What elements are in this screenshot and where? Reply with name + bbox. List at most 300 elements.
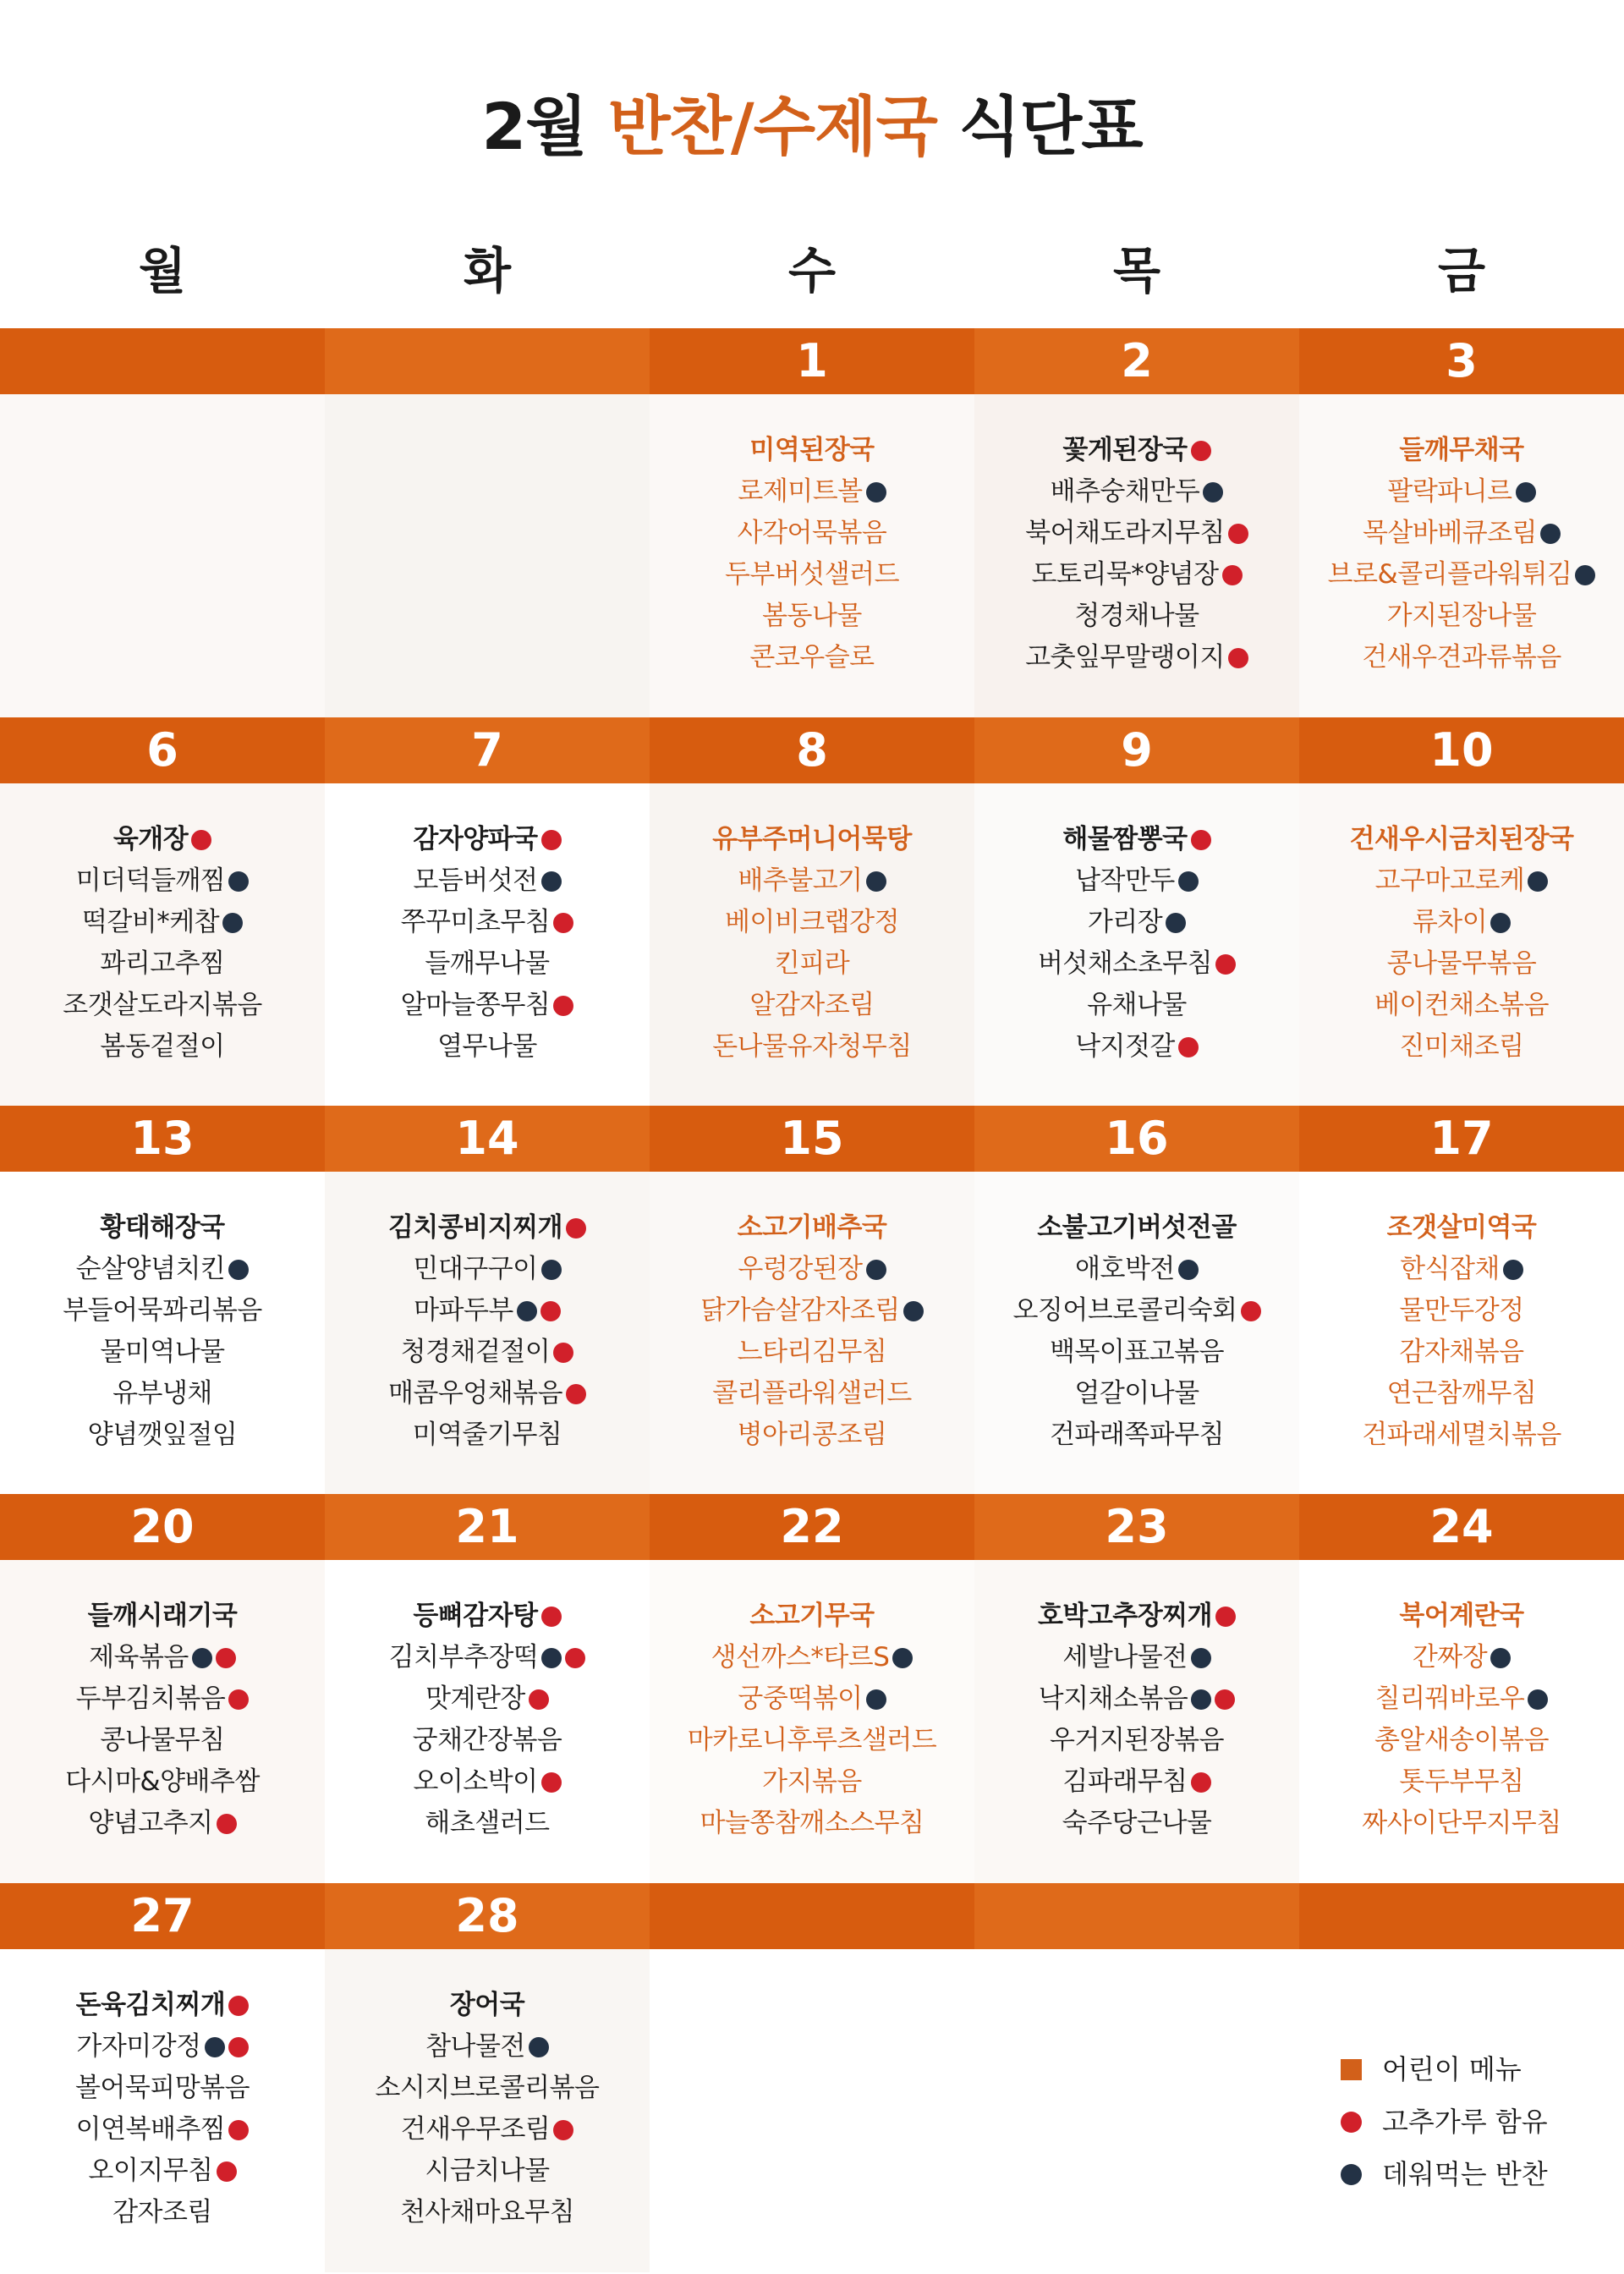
- day-cell-9: [974, 783, 1299, 1107]
- side-dish-item: [974, 1414, 1299, 1456]
- dish-name: 짜사이단무지무침: [1362, 1808, 1561, 1838]
- soup-item: [974, 430, 1299, 471]
- week-row: [0, 1106, 1624, 1495]
- dish-name: 우거지된장볶음: [1049, 1725, 1225, 1755]
- dish-name: 시금치나물: [425, 2156, 550, 2186]
- empty-day-cell: [325, 394, 650, 717]
- navy-dot-icon: [529, 2037, 549, 2057]
- dish-name: 킨피라: [774, 948, 850, 979]
- legend-label: 어린이 메뉴: [1382, 2053, 1522, 2085]
- dish-name: 감자양파국: [413, 824, 538, 854]
- soup-item: [325, 1207, 650, 1249]
- day-cell-23: [974, 1560, 1299, 1883]
- dish-name: 우렁강된장: [738, 1254, 863, 1284]
- weekday-thu: 목: [1112, 242, 1161, 299]
- weekday-fri: 금: [1437, 242, 1486, 299]
- side-dish-item: [325, 2192, 650, 2233]
- side-dish-item: [1299, 860, 1624, 902]
- dish-name: 부들어묵꽈리볶음: [63, 1295, 262, 1326]
- week-row: [0, 328, 1624, 717]
- dish-name: 물미역나물: [100, 1337, 225, 1367]
- dish-name: 숙주당근나물: [1062, 1808, 1212, 1838]
- dish-name: 건파래쪽파무침: [1049, 1420, 1225, 1450]
- dish-name: 돈육김치찌개: [75, 1990, 226, 2020]
- side-dish-item: [1299, 1332, 1624, 1373]
- legend-label: 데워먹는 반찬: [1382, 2158, 1548, 2190]
- dish-name: 들깨무채국: [1399, 435, 1524, 465]
- day-number: 10: [1299, 717, 1624, 783]
- dish-name: 감자조림: [112, 2197, 212, 2227]
- red-dot-icon: [541, 1772, 562, 1793]
- side-dish-item: [650, 1026, 974, 1068]
- soup-item: [650, 819, 974, 860]
- dish-name: 떡갈비*케찹: [81, 907, 220, 937]
- dish-name: 조갯살도라지볶음: [63, 990, 262, 1020]
- side-dish-item: [325, 1332, 650, 1373]
- day-number: [1299, 1883, 1624, 1949]
- side-dish-item: [1299, 513, 1624, 554]
- soup-item: [650, 1207, 974, 1249]
- dish-name: 두부버섯샐러드: [724, 559, 900, 590]
- side-dish-item: [1299, 1720, 1624, 1761]
- side-dish-item: [0, 1249, 325, 1290]
- side-dish-item: [974, 1026, 1299, 1068]
- red-dot-icon: [217, 2161, 237, 2182]
- dish-name: 궁중떡볶이: [738, 1684, 863, 1714]
- title-suffix: 식단표: [936, 89, 1143, 164]
- soup-item: [0, 1985, 325, 2026]
- day-cell-3: [1299, 394, 1624, 717]
- side-dish-item: [1299, 596, 1624, 637]
- side-dish-item: [1299, 1290, 1624, 1332]
- side-dish-item: [325, 943, 650, 985]
- dish-name: 물만두강정: [1399, 1295, 1524, 1326]
- menu-cells: [0, 1560, 1624, 1883]
- side-dish-item: [974, 554, 1299, 596]
- navy-dot-icon: [1178, 1260, 1199, 1280]
- dish-name: 간짜장: [1412, 1642, 1488, 1673]
- navy-dot-icon: [1166, 913, 1186, 933]
- side-dish-item: [1299, 1678, 1624, 1720]
- soup-item: [325, 1596, 650, 1637]
- navy-dot-icon: [1203, 482, 1223, 503]
- side-dish-item: [650, 1637, 974, 1678]
- soup-item: [974, 1596, 1299, 1637]
- side-dish-item: [1299, 1761, 1624, 1803]
- weekday-tue: 화: [463, 242, 512, 299]
- side-dish-item: [974, 1761, 1299, 1803]
- side-dish-item: [650, 1414, 974, 1456]
- side-dish-item: [0, 2150, 325, 2192]
- day-number: 27: [0, 1883, 325, 1949]
- red-dot-icon: [228, 2120, 249, 2140]
- navy-dot-icon: [866, 1260, 886, 1280]
- soup-item: [325, 819, 650, 860]
- side-dish-item: [325, 2026, 650, 2068]
- dish-name: 배추불고기: [738, 865, 863, 896]
- side-dish-item: [974, 471, 1299, 513]
- soup-item: [1299, 430, 1624, 471]
- date-bar: [0, 328, 1624, 394]
- side-dish-item: [1299, 1249, 1624, 1290]
- side-dish-item: [650, 554, 974, 596]
- navy-dot-icon: [228, 871, 249, 892]
- red-dot-icon: [565, 1648, 585, 1668]
- dish-name: 들깨시래기국: [87, 1601, 238, 1631]
- dish-name: 꽃게된장국: [1062, 435, 1188, 465]
- red-dot-icon: [228, 1996, 249, 2016]
- side-dish-item: [1299, 1637, 1624, 1678]
- day-number: 22: [650, 1494, 974, 1560]
- day-number: 3: [1299, 328, 1624, 394]
- dish-name: 소고기배추국: [737, 1212, 887, 1243]
- day-cell-15: [650, 1172, 974, 1495]
- side-dish-item: [0, 943, 325, 985]
- dish-name: 오징어브로콜리숙회: [1012, 1295, 1237, 1326]
- date-bar: [0, 717, 1624, 783]
- side-dish-item: [325, 860, 650, 902]
- empty-day-cell: [0, 394, 325, 717]
- dish-name: 콩나물무침: [100, 1725, 225, 1755]
- red-dot-icon: [553, 913, 573, 933]
- dish-name: 유부냉채: [112, 1378, 212, 1409]
- navy-dot-icon: [866, 871, 886, 892]
- dish-name: 낙지채소볶음: [1038, 1684, 1188, 1714]
- day-number: [0, 328, 325, 394]
- dish-name: 진미채조림: [1399, 1031, 1524, 1062]
- dish-name: 마카로니후루츠샐러드: [687, 1725, 937, 1755]
- navy-dot-icon: [192, 1648, 212, 1668]
- dish-name: 배추숭채만두: [1050, 476, 1200, 507]
- day-cell-20: [0, 1560, 325, 1883]
- navy-dot-icon: [1490, 913, 1511, 933]
- legend-label: 고추가루 함유: [1382, 2106, 1548, 2138]
- day-cell-17: [1299, 1172, 1624, 1495]
- side-dish-item: [974, 1720, 1299, 1761]
- side-dish-item: [0, 2192, 325, 2233]
- day-cell-2: [974, 394, 1299, 717]
- side-dish-item: [650, 902, 974, 943]
- menu-cells: [0, 783, 1624, 1107]
- side-dish-item: [1299, 1803, 1624, 1844]
- side-dish-item: [0, 1720, 325, 1761]
- side-dish-item: [650, 860, 974, 902]
- red-dot-icon: [216, 1648, 236, 1668]
- dish-name: 꽈리고추찜: [100, 948, 225, 979]
- side-dish-item: [0, 1290, 325, 1332]
- dish-name: 류차이: [1412, 907, 1488, 937]
- side-dish-item: [1299, 554, 1624, 596]
- dish-name: 납작만두: [1075, 865, 1175, 896]
- red-dot-icon: [1228, 524, 1248, 544]
- day-number: 21: [325, 1494, 650, 1560]
- dish-name: 팔락파니르: [1387, 476, 1512, 507]
- side-dish-item: [650, 1332, 974, 1373]
- dish-name: 다시마&양배추쌈: [65, 1766, 260, 1797]
- dish-name: 닭가슴살감자조림: [700, 1295, 900, 1326]
- dish-name: 오이소박이: [413, 1766, 538, 1797]
- navy-dot-icon: [1191, 1689, 1211, 1710]
- dish-name: 오이지무침: [88, 2156, 213, 2186]
- dish-name: 낙지젓갈: [1075, 1031, 1175, 1062]
- dish-name: 로제미트볼: [738, 476, 863, 507]
- day-number: 16: [974, 1106, 1299, 1172]
- red-dot-icon: [1215, 1607, 1236, 1627]
- day-cell-13: [0, 1172, 325, 1495]
- dish-name: 조갯살미역국: [1386, 1212, 1537, 1243]
- title-prefix: 2월: [481, 89, 609, 164]
- side-dish-item: [0, 2068, 325, 2109]
- menu-cells: [0, 394, 1624, 717]
- week-row: [0, 1494, 1624, 1883]
- side-dish-item: [974, 1290, 1299, 1332]
- day-cell-16: [974, 1172, 1299, 1495]
- side-dish-item: [0, 1026, 325, 1068]
- dish-name: 한식잡채: [1400, 1254, 1500, 1284]
- day-number: 17: [1299, 1106, 1624, 1172]
- soup-item: [1299, 1207, 1624, 1249]
- dish-name: 유부주머니어묵탕: [712, 824, 912, 854]
- day-number: 23: [974, 1494, 1299, 1560]
- day-cell-7: [325, 783, 650, 1107]
- dish-name: 매콤우엉채볶음: [387, 1378, 563, 1409]
- date-bar: [0, 1494, 1624, 1560]
- side-dish-item: [650, 471, 974, 513]
- dish-name: 알마늘쫑무침: [400, 990, 551, 1020]
- date-bar: [0, 1106, 1624, 1172]
- red-dot-icon: [217, 1814, 237, 1834]
- side-dish-item: [974, 1637, 1299, 1678]
- side-dish-item: [0, 860, 325, 902]
- title-accent: 반찬/수제국: [608, 89, 937, 164]
- dish-name: 마파두부: [414, 1295, 513, 1326]
- dish-name: 봄동나물: [762, 601, 862, 631]
- dish-name: 알감자조림: [749, 990, 875, 1020]
- side-dish-item: [1299, 943, 1624, 985]
- red-dot-icon: [541, 1607, 562, 1627]
- red-dot-icon: [191, 830, 211, 850]
- day-cell-28: [325, 1949, 650, 2272]
- side-dish-item: [325, 1414, 650, 1456]
- dish-name: 세발나물전: [1062, 1642, 1188, 1673]
- dish-name: 가자미강정: [76, 2031, 201, 2062]
- empty-day-cell: [650, 1949, 974, 2272]
- dish-name: 마늘쫑참깨소스무침: [700, 1808, 924, 1838]
- side-dish-item: [0, 1761, 325, 1803]
- side-dish-item: [325, 1026, 650, 1068]
- dish-name: 버섯채소초무침: [1037, 948, 1213, 979]
- side-dish-item: [325, 1803, 650, 1844]
- navy-dot-icon: [517, 1301, 537, 1321]
- navy-dot-icon: [1503, 1260, 1523, 1280]
- day-cell-6: [0, 783, 325, 1107]
- day-number: 9: [974, 717, 1299, 783]
- side-dish-item: [650, 1761, 974, 1803]
- side-dish-item: [0, 1373, 325, 1414]
- side-dish-item: [0, 1637, 325, 1678]
- side-dish-item: [0, 2026, 325, 2068]
- dish-name: 제육볶음: [89, 1642, 189, 1673]
- navy-dot-icon: [205, 2037, 225, 2057]
- dish-name: 볼어묵피망볶음: [74, 2073, 250, 2103]
- navy-dot-icon: [1540, 524, 1561, 544]
- dish-name: 김치콩비지찌개: [387, 1212, 563, 1243]
- navy-dot-icon: [1191, 1648, 1211, 1668]
- side-dish-item: [974, 637, 1299, 678]
- side-dish-item: [1299, 1414, 1624, 1456]
- side-dish-item: [325, 1678, 650, 1720]
- dish-name: 해초샐러드: [425, 1808, 550, 1838]
- weekday-header: [0, 228, 1624, 313]
- side-dish-item: [325, 1373, 650, 1414]
- soup-item: [0, 1207, 325, 1249]
- side-dish-item: [650, 1720, 974, 1761]
- week-row: [0, 717, 1624, 1107]
- navy-dot-icon: [222, 913, 243, 933]
- legend-reheat: [1341, 2148, 1548, 2200]
- day-number: 14: [325, 1106, 650, 1172]
- side-dish-item: [650, 1803, 974, 1844]
- dish-name: 참나물전: [425, 2031, 525, 2062]
- red-dot-icon: [553, 996, 573, 1016]
- day-number: [974, 1883, 1299, 1949]
- day-cell-21: [325, 1560, 650, 1883]
- day-cell-1: [650, 394, 974, 717]
- side-dish-item: [1299, 1026, 1624, 1068]
- dish-name: 건새우무조림: [400, 2114, 551, 2145]
- dish-name: 등뼈감자탕: [413, 1601, 538, 1631]
- dish-name: 쭈꾸미초무침: [400, 907, 551, 937]
- red-dot-icon: [1191, 1772, 1211, 1793]
- dish-name: 황태해장국: [100, 1212, 225, 1243]
- dish-name: 봄동겉절이: [100, 1031, 225, 1062]
- dish-name: 양념깻잎절임: [87, 1420, 238, 1450]
- side-dish-item: [325, 1761, 650, 1803]
- navy-dot-icon: [1341, 2164, 1362, 2185]
- navy-dot-icon: [1528, 871, 1548, 892]
- dish-name: 미역된장국: [749, 435, 875, 465]
- side-dish-item: [974, 1373, 1299, 1414]
- dish-name: 애호박전: [1075, 1254, 1175, 1284]
- side-dish-item: [974, 860, 1299, 902]
- navy-dot-icon: [1575, 565, 1595, 585]
- dish-name: 열무나물: [437, 1031, 537, 1062]
- side-dish-item: [0, 1803, 325, 1844]
- dish-name: 소시지브로콜리볶음: [375, 2073, 600, 2103]
- legend-red-pepper: [1341, 2095, 1548, 2148]
- red-dot-icon: [541, 830, 562, 850]
- side-dish-item: [650, 1249, 974, 1290]
- day-number: [650, 1883, 974, 1949]
- red-dot-icon: [566, 1384, 586, 1404]
- red-dot-icon: [1215, 954, 1236, 975]
- dish-name: 건새우견과류볶음: [1362, 642, 1561, 673]
- navy-dot-icon: [541, 1260, 562, 1280]
- day-number: 2: [974, 328, 1299, 394]
- red-dot-icon: [1241, 1301, 1261, 1321]
- day-cell-24: [1299, 1560, 1624, 1883]
- dish-name: 사각어묵볶음: [737, 518, 887, 548]
- side-dish-item: [974, 902, 1299, 943]
- side-dish-item: [1299, 637, 1624, 678]
- dish-name: 호박고추장찌개: [1037, 1601, 1213, 1631]
- side-dish-item: [325, 1290, 650, 1332]
- dish-name: 생선까스*타르S: [710, 1642, 890, 1673]
- soup-item: [0, 1596, 325, 1637]
- red-dot-icon: [1215, 1689, 1235, 1710]
- dish-name: 가지볶음: [762, 1766, 862, 1797]
- dish-name: 장어국: [449, 1990, 525, 2020]
- navy-dot-icon: [541, 871, 562, 892]
- navy-dot-icon: [1528, 1689, 1548, 1710]
- dish-name: 톳두부무침: [1399, 1766, 1524, 1797]
- dish-name: 콩나물무볶음: [1386, 948, 1537, 979]
- side-dish-item: [325, 1720, 650, 1761]
- navy-dot-icon: [1490, 1648, 1511, 1668]
- day-number: 24: [1299, 1494, 1624, 1560]
- dish-name: 북어계란국: [1399, 1601, 1524, 1631]
- red-dot-icon: [1191, 830, 1211, 850]
- dish-name: 도토리묵*양념장: [1031, 559, 1219, 590]
- side-dish-item: [325, 2109, 650, 2150]
- dish-name: 궁채간장볶음: [412, 1725, 562, 1755]
- dish-name: 고구마고로케: [1374, 865, 1525, 896]
- weekday-mon: 월: [138, 242, 187, 299]
- side-dish-item: [325, 2150, 650, 2192]
- side-dish-item: [0, 1332, 325, 1373]
- soup-item: [1299, 819, 1624, 860]
- dish-name: 소고기무국: [749, 1601, 875, 1631]
- day-number: 1: [650, 328, 974, 394]
- side-dish-item: [974, 513, 1299, 554]
- soup-item: [325, 1985, 650, 2026]
- side-dish-item: [650, 1290, 974, 1332]
- side-dish-item: [0, 985, 325, 1026]
- weekday-wed: 수: [787, 242, 837, 299]
- dish-name: 모듬버섯전: [413, 865, 538, 896]
- red-dot-icon: [540, 1301, 561, 1321]
- red-dot-icon: [228, 2037, 249, 2057]
- red-dot-icon: [1191, 441, 1211, 461]
- navy-dot-icon: [1516, 482, 1536, 503]
- side-dish-item: [650, 1373, 974, 1414]
- day-cell-8: [650, 783, 974, 1107]
- page-title: [0, 85, 1624, 169]
- legend: [1341, 2043, 1548, 2200]
- day-number: [325, 328, 650, 394]
- dish-name: 얼갈이나물: [1074, 1378, 1199, 1409]
- dish-name: 콜리플라워샐러드: [712, 1378, 912, 1409]
- navy-dot-icon: [892, 1648, 913, 1668]
- dish-name: 브로&콜리플라워튀김: [1327, 559, 1572, 590]
- dish-name: 감자채볶음: [1399, 1337, 1524, 1367]
- red-dot-icon: [566, 1218, 586, 1239]
- red-dot-icon: [1222, 565, 1243, 585]
- dish-name: 미더덕들깨찜: [75, 865, 226, 896]
- dish-name: 청경채겉절이: [400, 1337, 551, 1367]
- dish-name: 콘코우슬로: [749, 642, 875, 673]
- legend-kids-menu: [1341, 2043, 1548, 2095]
- side-dish-item: [325, 1637, 650, 1678]
- side-dish-item: [974, 1249, 1299, 1290]
- soup-item: [974, 1207, 1299, 1249]
- dish-name: 총알새송이볶음: [1374, 1725, 1550, 1755]
- side-dish-item: [1299, 985, 1624, 1026]
- orange-square-icon: [1341, 2059, 1362, 2080]
- dish-name: 순살양념치킨: [75, 1254, 226, 1284]
- dish-name: 돈나물유자청무침: [712, 1031, 912, 1062]
- soup-item: [974, 819, 1299, 860]
